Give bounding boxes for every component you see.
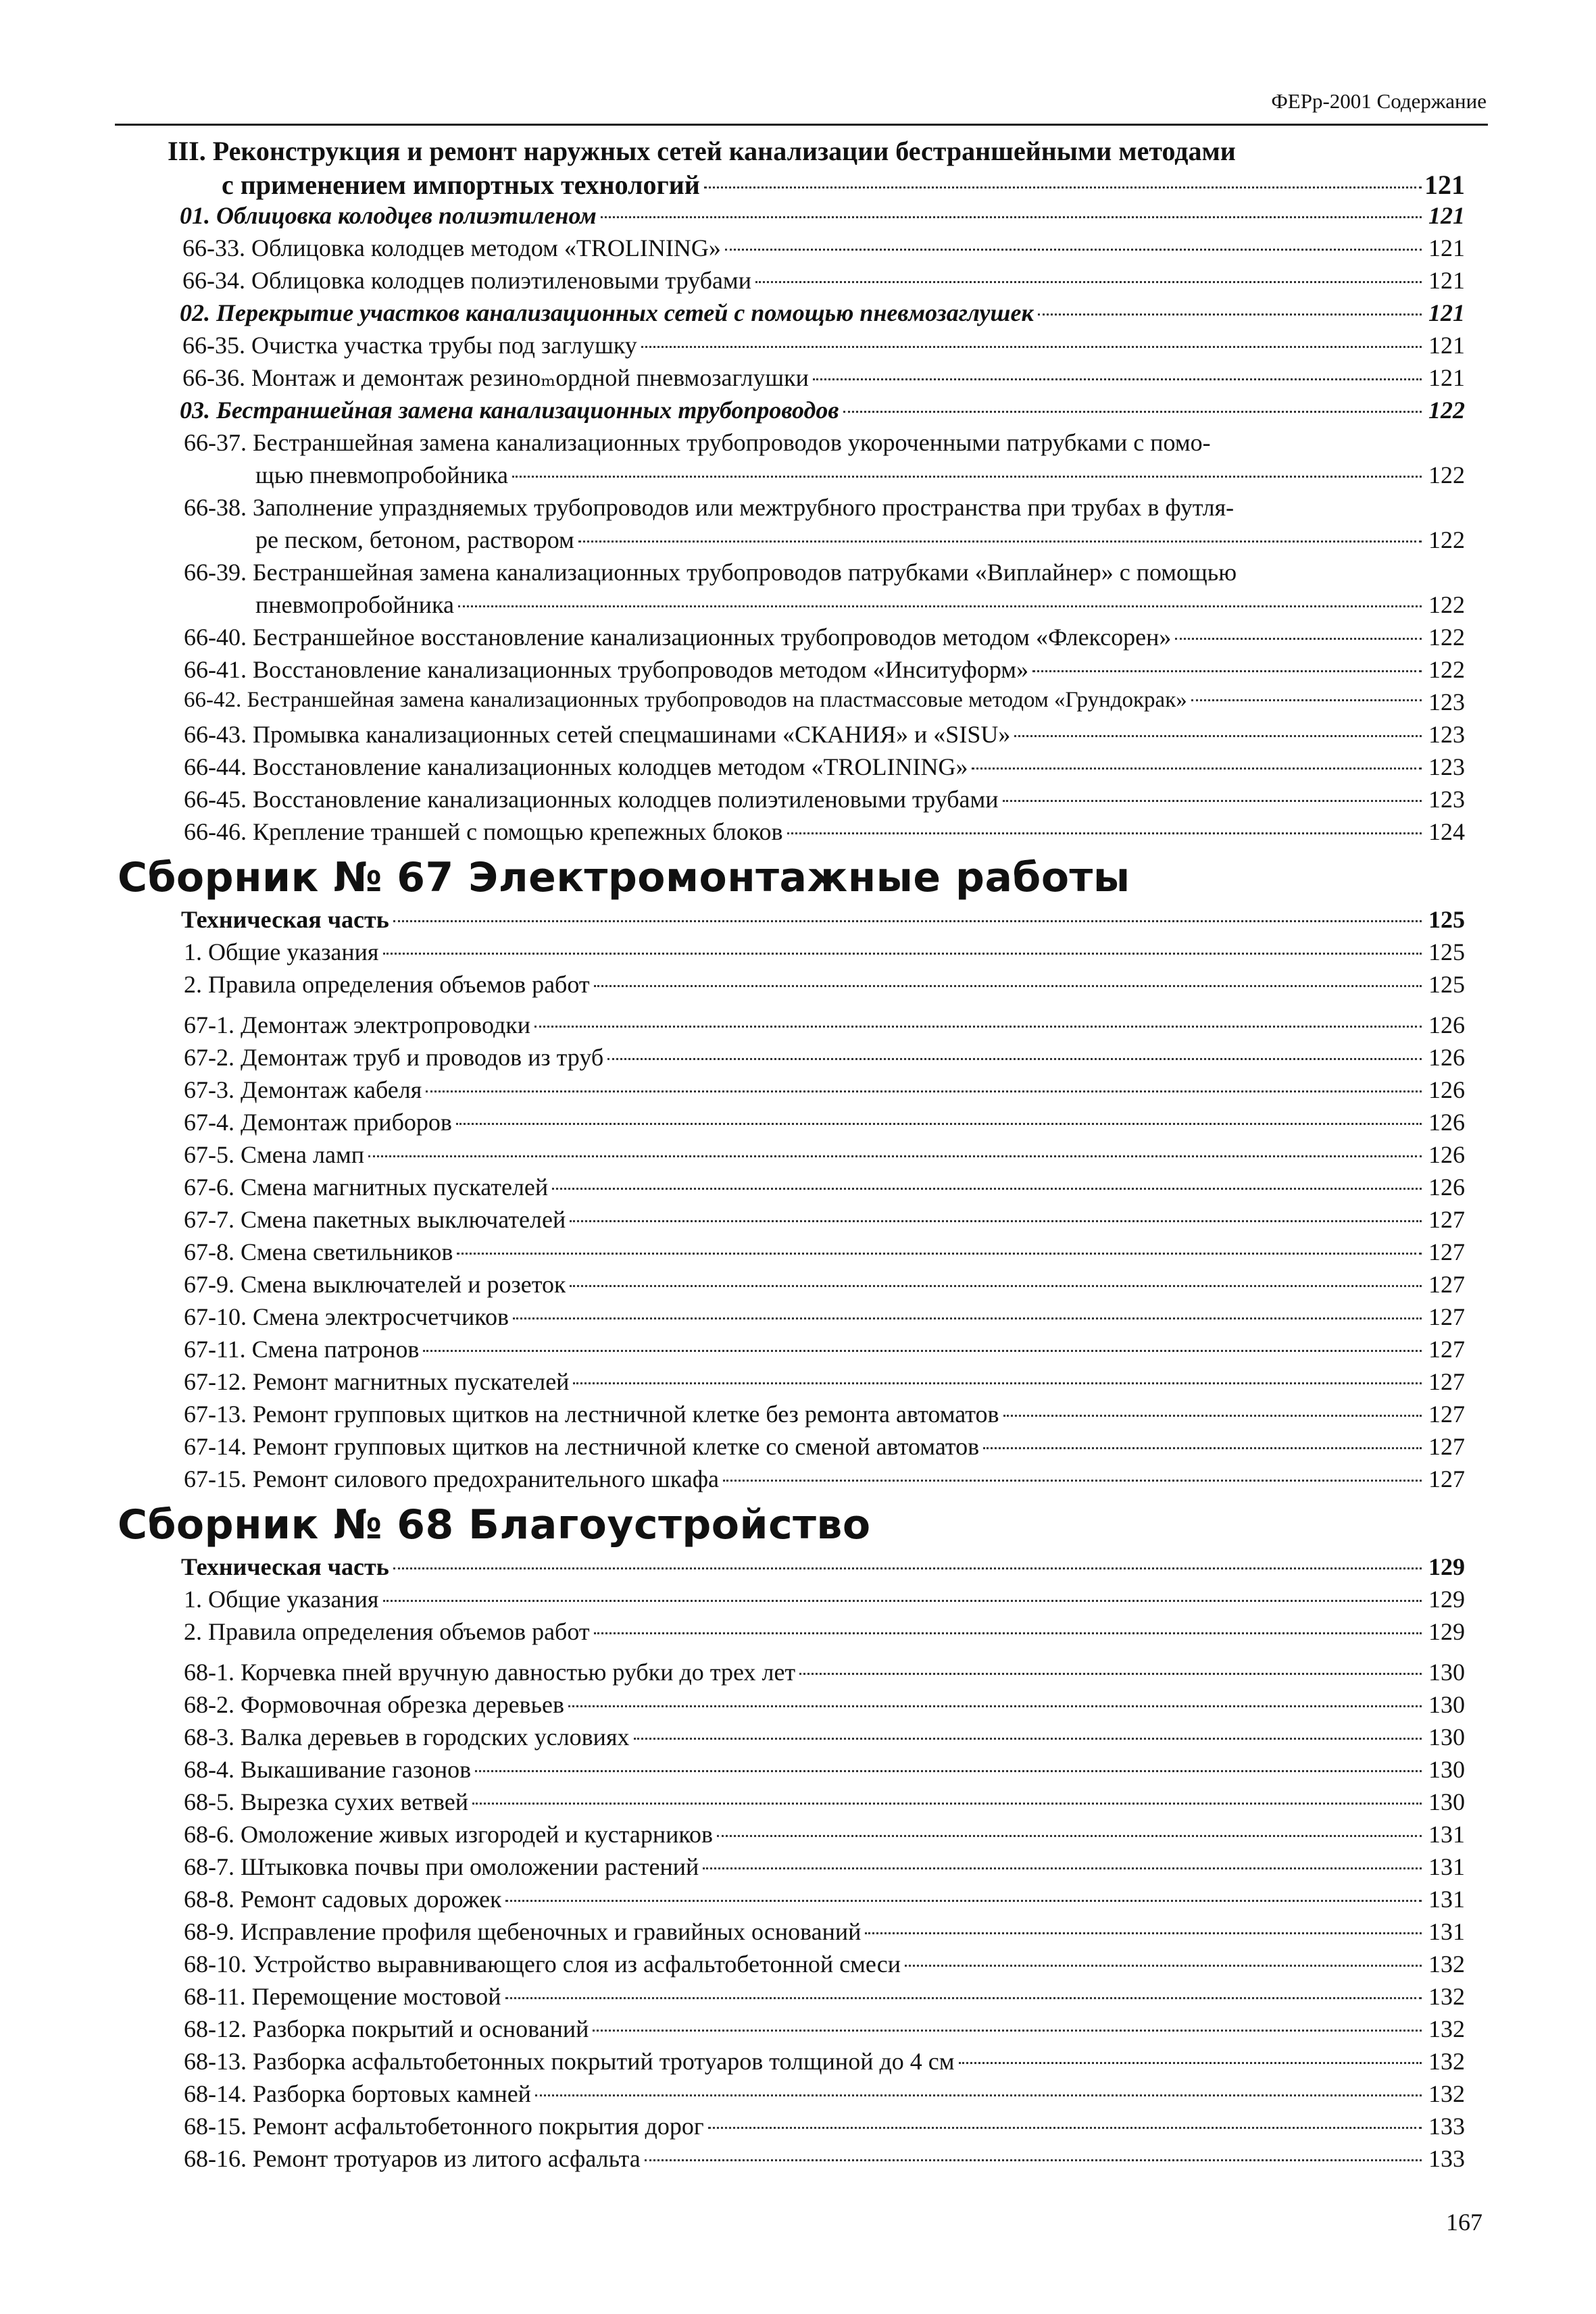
dot-leader — [552, 1188, 1422, 1190]
entry-title: 2. Правила определения объемов работ — [184, 1618, 590, 1645]
entry-title: 68-10. Устройство выравнивающего слоя из асфальтобетонной смеси — [184, 1951, 901, 1978]
entry-title: 68-4. Выкашивание газонов — [184, 1756, 472, 1783]
entry-title: 66-40. Бестраншейное восстановление канализационных трубопроводов методом «Флексорен» — [184, 624, 1172, 651]
entry-title: 68-5. Вырезка сухих ветвей — [184, 1788, 469, 1815]
dot-leader — [1191, 699, 1422, 701]
section-title: 01. Облицовка колодцев полиэтиленом — [180, 202, 597, 229]
page-ref: 125 — [1428, 938, 1465, 965]
entry-title: 67-12. Ремонт магнитных пускателей — [184, 1368, 570, 1395]
toc-entry-67-13 — [114, 1400, 1465, 1432]
page-ref: 129 — [1428, 1586, 1465, 1613]
toc-entry-67-12 — [114, 1367, 1465, 1400]
toc-entry-68-8 — [114, 1885, 1465, 1917]
dot-leader — [426, 1090, 1422, 1092]
entry-title: 67-4. Демонтаж приборов — [184, 1109, 452, 1136]
toc-entry-68-2 — [114, 1690, 1465, 1723]
entry-title: 67-5. Смена ламп — [184, 1141, 364, 1168]
toc-entry-66-33 — [114, 234, 1465, 266]
page-ref: 129 — [1428, 1618, 1465, 1645]
dot-leader — [865, 1932, 1422, 1934]
page-ref: 126 — [1428, 1109, 1465, 1136]
dot-leader — [573, 1382, 1422, 1384]
entry-title: 67-8. Смена светильников — [184, 1238, 453, 1265]
entry-title: 68-8. Ремонт садовых дорожек — [184, 1886, 502, 1913]
page-ref: 121 — [1428, 332, 1465, 359]
page-ref: 127 — [1428, 1303, 1465, 1330]
toc-entry-66-43 — [114, 720, 1465, 753]
c67-general — [114, 938, 1465, 970]
entry-title: 68-12. Разборка покрытий и оснований — [184, 2015, 589, 2042]
part-3-title-line1: III. Реконструкция и ремонт наружных сетей канализации бестраншейными методами — [168, 136, 1236, 166]
section-title: 02. Перекрытие участков канализационных сетей с помощью пневмозаглушек — [180, 299, 1034, 326]
toc-entry-68-16 — [114, 2144, 1465, 2177]
dot-leader — [383, 1600, 1422, 1602]
page-ref: 130 — [1428, 1788, 1465, 1815]
page-ref: 131 — [1428, 1886, 1465, 1913]
toc-entry-68-9 — [114, 1917, 1465, 1950]
dot-leader — [607, 1058, 1422, 1060]
entry-title: 68-2. Формовочная обрезка деревьев — [184, 1691, 564, 1718]
toc-entry-66-40 — [114, 623, 1465, 655]
entry-title: 2. Правила определения объемов работ — [184, 971, 590, 998]
entry-title: 1. Общие указания — [184, 1586, 379, 1613]
toc-entry-66-46 — [114, 818, 1465, 850]
spacer — [114, 1003, 1465, 1011]
toc-entry-67-2 — [114, 1043, 1465, 1076]
page-ref: 127 — [1428, 1336, 1465, 1363]
entry-title-line1: 66-39. Бестраншейная замена канализационных трубопроводов патрубками «Виплайнер» с помощью — [184, 559, 1237, 586]
page-ref: 125 — [1428, 971, 1465, 998]
entry-title: 68-14. Разборка бортовых камней — [184, 2080, 531, 2107]
toc-entry-68-7 — [114, 1853, 1465, 1885]
entry-title: 66-33. Облицовка колодцев методом «TROLINING» — [182, 234, 721, 261]
dot-leader — [593, 2030, 1422, 2032]
dot-leader — [423, 1350, 1422, 1352]
dot-leader — [568, 1705, 1422, 1707]
page-ref: 132 — [1428, 2048, 1465, 2075]
page-ref: 123 — [1428, 786, 1465, 813]
page-ref: 132 — [1428, 1951, 1465, 1978]
toc-entry-68-12 — [114, 2015, 1465, 2047]
toc-entry-67-9 — [114, 1270, 1465, 1303]
toc-entry-68-5 — [114, 1788, 1465, 1820]
toc-entry-66-34 — [114, 266, 1465, 299]
dot-leader — [1175, 638, 1422, 640]
dot-leader — [472, 1803, 1422, 1805]
toc-entry-68-15 — [114, 2112, 1465, 2144]
toc-entry-68-1 — [114, 1658, 1465, 1690]
entry-title: 66-36. Монтаж и демонтаж резиноₘордной пневмозаглушки — [182, 364, 809, 391]
dot-leader — [983, 1447, 1422, 1449]
toc-entry-66-41 — [114, 655, 1465, 688]
page-ref: 127 — [1428, 1206, 1465, 1233]
page-ref: 131 — [1428, 1918, 1465, 1945]
page-ref: 123 — [1428, 688, 1465, 715]
section-02 — [114, 299, 1465, 331]
toc-entry-68-11 — [114, 1982, 1465, 2015]
page-number: 167 — [1446, 2209, 1482, 2236]
entry-title: 68-16. Ремонт тротуаров из литого асфальта — [184, 2145, 641, 2172]
toc-entry-66-38 — [114, 493, 1465, 558]
toc-entry-66-45 — [114, 785, 1465, 818]
dot-leader — [393, 920, 1422, 922]
page-ref: 122 — [1428, 656, 1465, 683]
entry-title: 68-13. Разборка асфальтобетонных покрытий тротуаров толщиной до 4 см — [184, 2048, 955, 2075]
dot-leader — [534, 1026, 1422, 1028]
dot-leader — [843, 411, 1422, 413]
toc-entry-66-37 — [114, 428, 1465, 493]
section-01 — [114, 201, 1465, 234]
entry-title: 68-9. Исправление профиля щебеночных и гравийных оснований — [184, 1918, 862, 1945]
entry-title: 67-3. Демонтаж кабеля — [184, 1076, 422, 1103]
page-ref: 127 — [1428, 1433, 1465, 1460]
header-rule — [115, 124, 1488, 126]
page-ref: 126 — [1428, 1141, 1465, 1168]
entry-title: 66-46. Крепление траншей с помощью крепежных блоков — [184, 818, 783, 845]
page-ref: 133 — [1428, 2113, 1465, 2140]
page-ref: 122 — [1428, 624, 1465, 651]
toc-entry-67-5 — [114, 1140, 1465, 1173]
page-ref: 121 — [1428, 202, 1465, 229]
page-ref: 130 — [1428, 1659, 1465, 1686]
running-header: ФЕРр-2001 Содержание — [1271, 89, 1487, 113]
dot-leader — [717, 1835, 1422, 1837]
dot-leader — [641, 346, 1422, 348]
entry-title: Техническая часть — [181, 906, 389, 933]
page-ref: 122 — [1428, 526, 1465, 553]
collection-68-heading: Сборник № 68 Благоустройство — [118, 1501, 871, 1549]
dot-leader — [723, 1480, 1422, 1482]
toc-entry-66-35 — [114, 331, 1465, 363]
toc-entry-67-14 — [114, 1432, 1465, 1465]
toc-entry-67-8 — [114, 1238, 1465, 1270]
entry-title: 67-13. Ремонт групповых щитков на лестничной клетке без ремонта автоматов — [184, 1401, 999, 1428]
dot-leader — [972, 768, 1422, 770]
dot-leader — [594, 1632, 1422, 1634]
dot-leader — [959, 2062, 1422, 2064]
page-ref: 124 — [1428, 818, 1465, 845]
entry-title: 66-41. Восстановление канализационных трубопроводов методом «Инситуформ» — [184, 656, 1029, 683]
c67-technical-part — [114, 905, 1465, 938]
dot-leader — [570, 1220, 1422, 1222]
page-ref: 122 — [1428, 397, 1465, 424]
c68-technical-part — [114, 1553, 1465, 1585]
dot-leader — [1014, 735, 1422, 737]
page-ref: 132 — [1428, 1983, 1465, 2010]
toc-entry-66-44 — [114, 753, 1465, 785]
page-ref: 131 — [1428, 1853, 1465, 1880]
entry-title: 67-6. Смена магнитных пускателей — [184, 1174, 549, 1201]
entry-title: 67-9. Смена выключателей и розеток — [184, 1271, 566, 1298]
entry-title: 66-42. Бестраншейная замена канализационных трубопроводов на пластмассовые методом «Грундокрак» — [184, 688, 1187, 712]
entry-title: 68-11. Перемощение мостовой — [184, 1983, 501, 2010]
section-title: 03. Бестраншейная замена канализационных трубопроводов — [180, 397, 839, 424]
entry-title: 68-1. Корчевка пней вручную давностью рубки до трех лет — [184, 1659, 796, 1686]
page-ref: 121 — [1428, 234, 1465, 261]
page-ref: 132 — [1428, 2080, 1465, 2107]
dot-leader — [570, 1285, 1422, 1287]
dot-leader — [594, 985, 1422, 987]
entry-title: 68-7. Штыковка почвы при омоложении растений — [184, 1853, 699, 1880]
part-3-title-line2: с применением импортных технологий — [222, 170, 700, 200]
entry-title: 66-43. Промывка канализационных сетей спецмашинами «СКАНИЯ» и «SISU» — [184, 721, 1011, 748]
page-ref: 122 — [1428, 591, 1465, 618]
spacer — [114, 1650, 1465, 1658]
toc-entry-67-4 — [114, 1108, 1465, 1140]
toc-entry-68-6 — [114, 1820, 1465, 1853]
entry-title: 68-15. Ремонт асфальтобетонного покрытия дорог — [184, 2113, 704, 2140]
page-ref: 122 — [1428, 461, 1465, 488]
entry-title: 67-2. Демонтаж труб и проводов из труб — [184, 1044, 604, 1071]
entry-title: Техническая часть — [181, 1553, 389, 1580]
dot-leader — [708, 2127, 1422, 2129]
entry-title: 66-45. Восстановление канализационных колодцев полиэтиленовыми трубами — [184, 786, 999, 813]
entry-title: 67-14. Ремонт групповых щитков на лестничной клетке со сменой автоматов — [184, 1433, 980, 1460]
page-ref: 127 — [1428, 1465, 1465, 1492]
dot-leader — [634, 1738, 1422, 1740]
entry-title: 67-11. Смена патронов — [184, 1336, 420, 1363]
dot-leader — [1003, 1415, 1422, 1417]
page-ref: 123 — [1428, 721, 1465, 748]
dot-leader — [513, 1317, 1422, 1319]
page-ref: 121 — [1428, 299, 1465, 326]
c68-rules — [114, 1617, 1465, 1650]
entry-title-line2: пневмопробойника — [255, 591, 454, 618]
page-ref: 127 — [1428, 1271, 1465, 1298]
dot-leader — [512, 476, 1422, 478]
page-ref: 126 — [1428, 1011, 1465, 1038]
entry-title: 68-3. Валка деревьев в городских условиях — [184, 1724, 630, 1751]
page-ref: 121 — [1424, 170, 1465, 200]
dot-leader — [505, 1997, 1422, 1999]
dot-leader — [578, 540, 1422, 543]
dot-leader — [645, 2159, 1422, 2161]
toc-entry-68-10 — [114, 1950, 1465, 1982]
dot-leader — [1003, 800, 1422, 802]
part-3-heading-line1 — [114, 135, 1465, 169]
toc-entry-67-6 — [114, 1173, 1465, 1205]
dot-leader — [704, 186, 1422, 188]
dot-leader — [368, 1155, 1422, 1157]
dot-leader — [905, 1965, 1422, 1967]
page-ref: 130 — [1428, 1724, 1465, 1751]
dot-leader — [1038, 313, 1422, 316]
page-ref: 126 — [1428, 1044, 1465, 1071]
entry-title: 67-10. Смена электросчетчиков — [184, 1303, 509, 1330]
section-03 — [114, 396, 1465, 428]
page-ref: 130 — [1428, 1756, 1465, 1783]
entry-title: 66-34. Облицовка колодцев полиэтиленовыми трубами — [182, 267, 751, 294]
dot-leader — [703, 1867, 1422, 1869]
toc-entry-67-3 — [114, 1076, 1465, 1108]
dot-leader — [458, 605, 1422, 607]
dot-leader — [456, 1123, 1422, 1125]
table-of-contents — [114, 135, 1465, 2177]
dot-leader — [799, 1673, 1422, 1675]
dot-leader — [383, 953, 1422, 955]
page-ref: 126 — [1428, 1174, 1465, 1201]
entry-title: 67-1. Демонтаж электропроводки — [184, 1011, 531, 1038]
c68-general — [114, 1585, 1465, 1617]
entry-title-line1: 66-37. Бестраншейная замена канализационных трубопроводов укороченными патрубками с помо- — [184, 429, 1211, 456]
dot-leader — [505, 1900, 1422, 1902]
page-ref: 129 — [1428, 1553, 1465, 1580]
page-ref: 127 — [1428, 1401, 1465, 1428]
page-ref: 132 — [1428, 2015, 1465, 2042]
page-ref: 123 — [1428, 753, 1465, 780]
page-ref: 133 — [1428, 2145, 1465, 2172]
page-ref: 131 — [1428, 1821, 1465, 1848]
entry-title: 67-7. Смена пакетных выключателей — [184, 1206, 566, 1233]
collection-67-heading: Сборник № 67 Электромонтажные работы — [118, 854, 1130, 901]
toc-entry-68-4 — [114, 1755, 1465, 1788]
toc-entry-67-1 — [114, 1011, 1465, 1043]
dot-leader — [1032, 670, 1422, 672]
dot-leader — [457, 1253, 1422, 1255]
dot-leader — [813, 378, 1422, 380]
dot-leader — [535, 2094, 1422, 2096]
entry-title: 66-35. Очистка участка трубы под заглушку — [182, 332, 637, 359]
c67-rules — [114, 970, 1465, 1003]
toc-entry-66-36 — [114, 363, 1465, 396]
entry-title-line2: щью пневмопробойника — [255, 461, 509, 488]
toc-entry-67-7 — [114, 1205, 1465, 1238]
toc-entry-68-14 — [114, 2080, 1465, 2112]
toc-entry-68-3 — [114, 1723, 1465, 1755]
toc-entry-67-10 — [114, 1303, 1465, 1335]
dot-leader — [601, 216, 1422, 218]
entry-title: 66-44. Восстановление канализационных колодцев методом «TROLINING» — [184, 753, 968, 780]
toc-entry-66-42 — [114, 688, 1465, 720]
toc-entry-67-11 — [114, 1335, 1465, 1367]
toc-entry-67-15 — [114, 1465, 1465, 1497]
entry-title-line1: 66-38. Заполнение упраздняемых трубопроводов или межтрубного пространства при трубах в футля- — [184, 494, 1235, 521]
entry-title-line2: ре песком, бетоном, раствором — [255, 526, 574, 553]
page-ref: 127 — [1428, 1368, 1465, 1395]
dot-leader — [725, 249, 1422, 251]
toc-entry-68-13 — [114, 2047, 1465, 2080]
entry-title: 67-15. Ремонт силового предохранительного шкафа — [184, 1465, 719, 1492]
dot-leader — [393, 1567, 1422, 1569]
page-ref: 130 — [1428, 1691, 1465, 1718]
toc-entry-66-39 — [114, 558, 1465, 623]
part-3-heading-line2 — [114, 169, 1465, 201]
dot-leader — [475, 1770, 1422, 1772]
entry-title: 68-6. Омоложение живых изгородей и кустарников — [184, 1821, 714, 1848]
page-ref: 127 — [1428, 1238, 1465, 1265]
entry-title: 1. Общие указания — [184, 938, 379, 965]
page-ref: 121 — [1428, 267, 1465, 294]
page-ref: 121 — [1428, 364, 1465, 391]
page-ref: 125 — [1428, 906, 1465, 933]
page-ref: 126 — [1428, 1076, 1465, 1103]
dot-leader — [755, 281, 1422, 283]
dot-leader — [787, 832, 1422, 834]
